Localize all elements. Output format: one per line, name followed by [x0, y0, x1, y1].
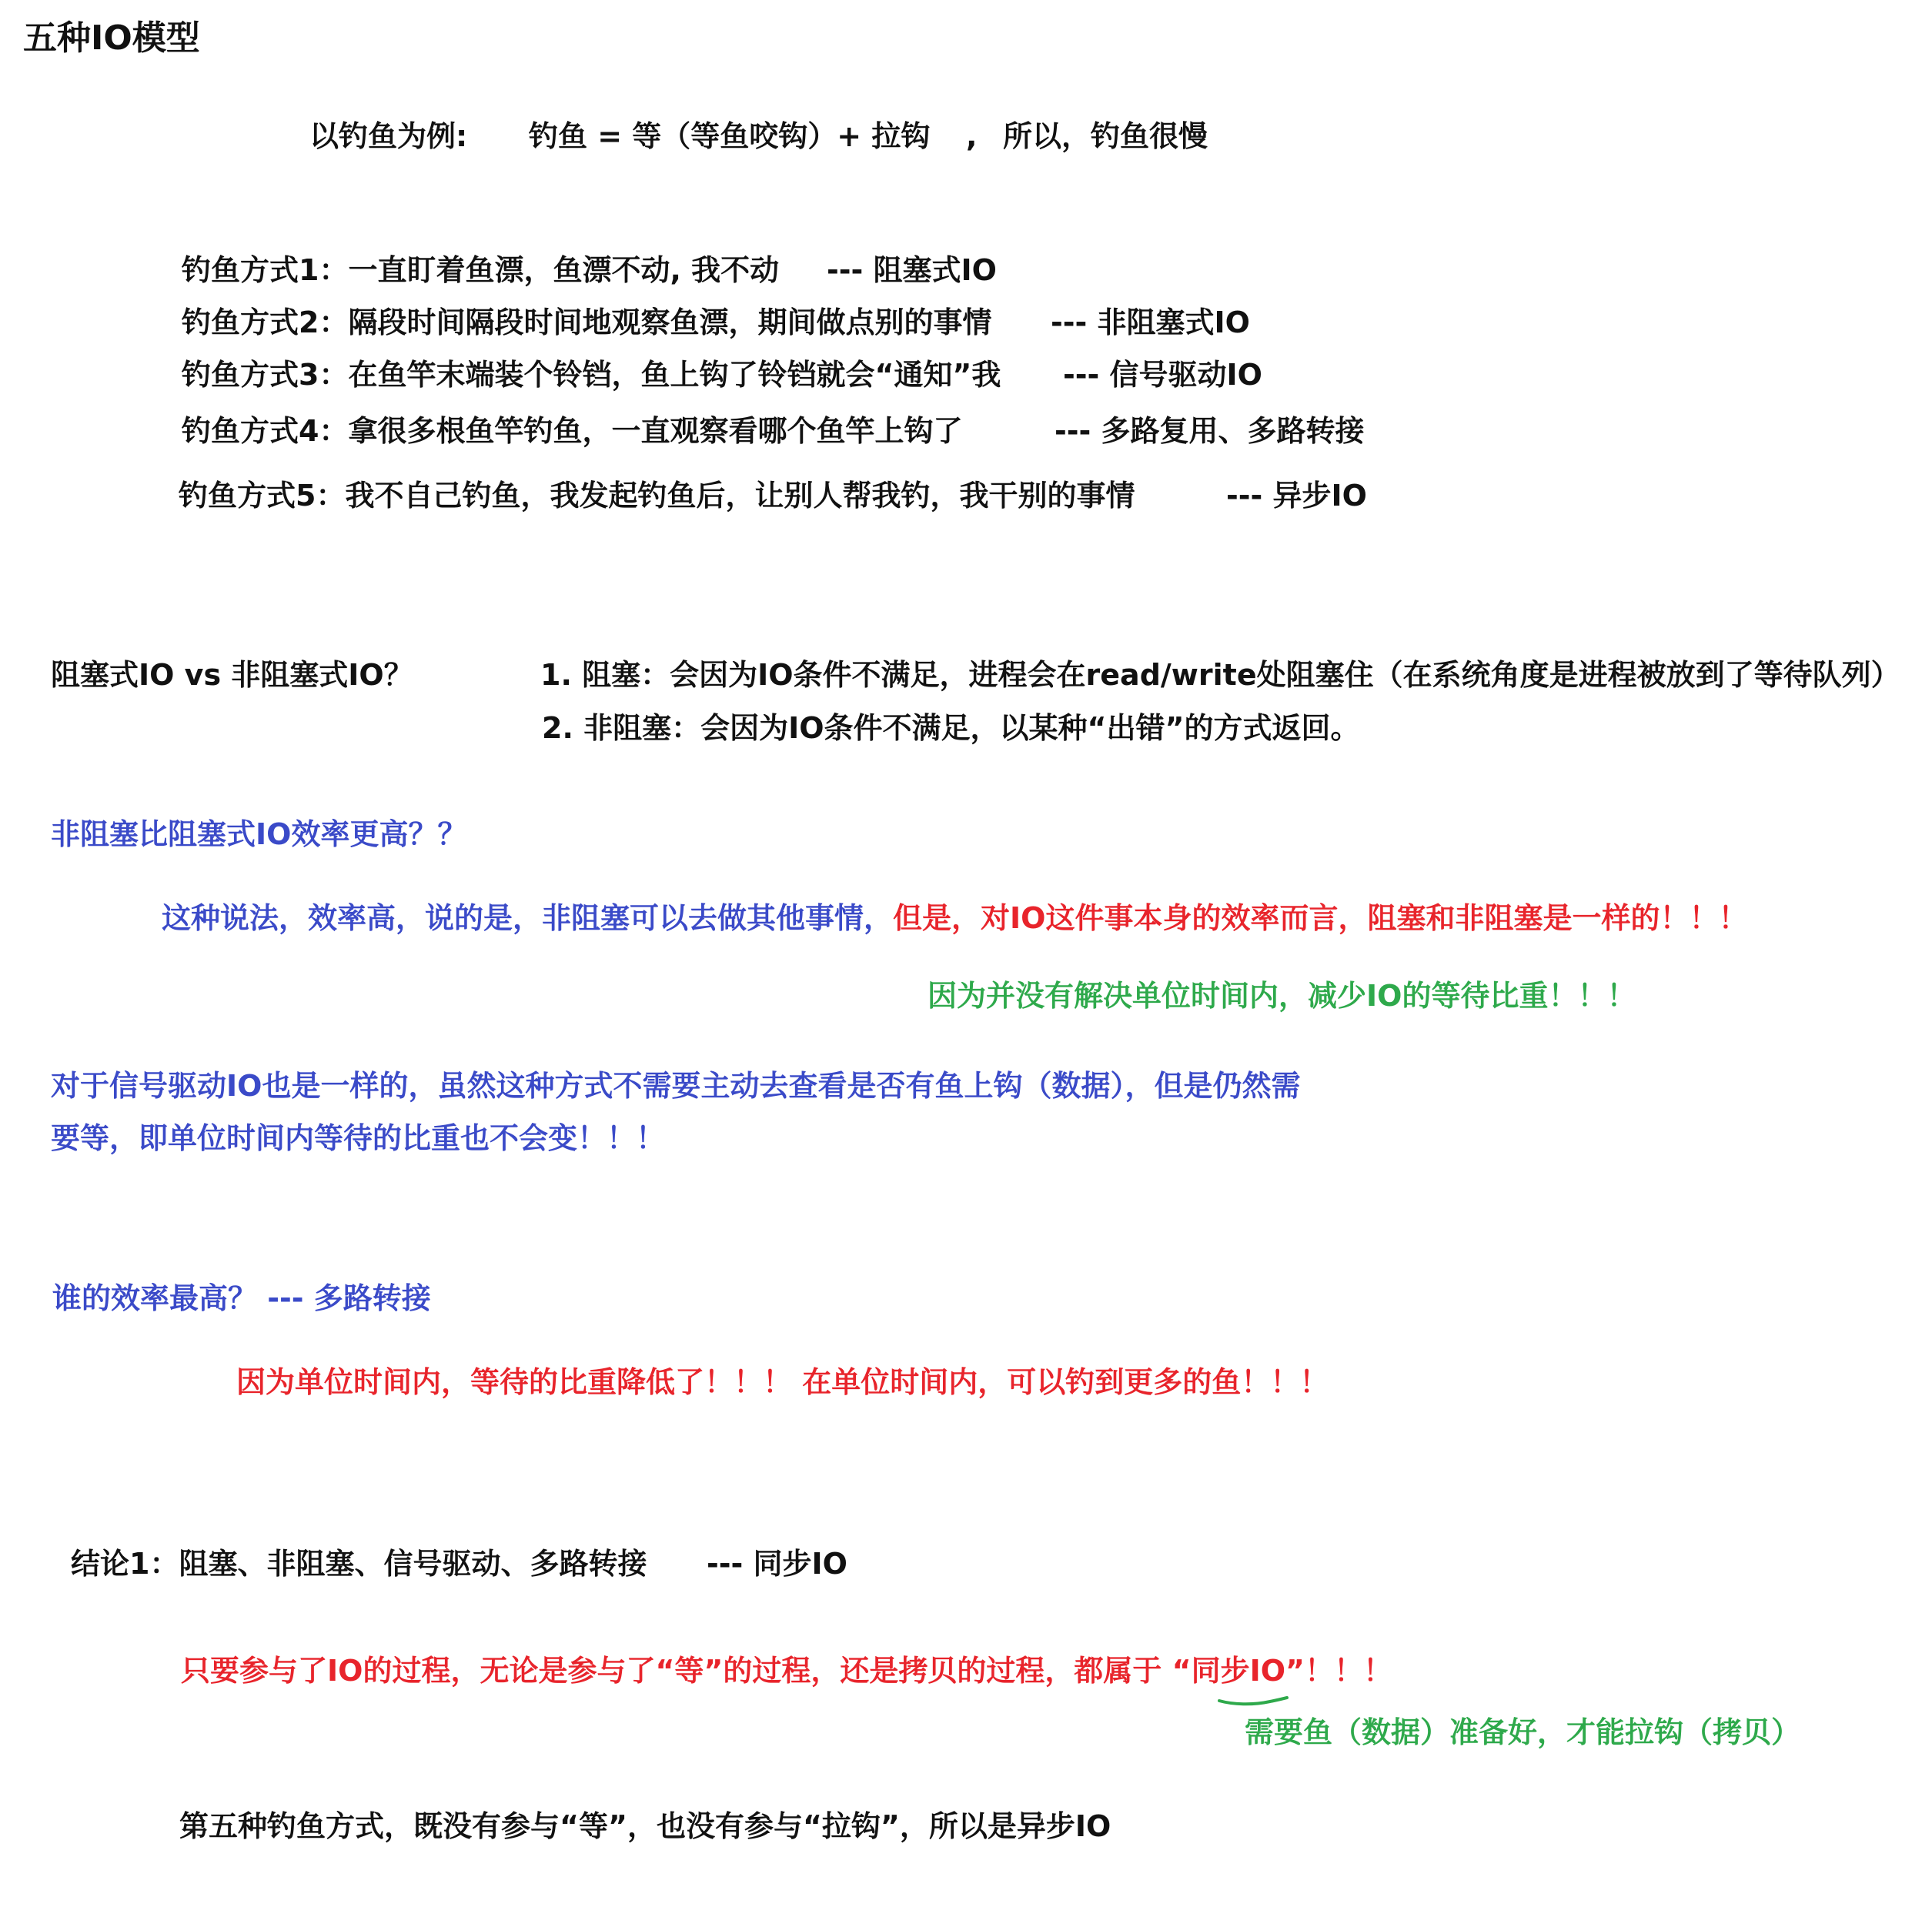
efficiency-explanation-blue: 这种说法，效率高，说的是，非阻塞可以去做其他事情， — [162, 901, 894, 935]
analogy-formula: 钓鱼 = 等（等鱼咬钩）+ 拉钩 — [529, 119, 931, 153]
method-1-text: 钓鱼方式1：一直盯着鱼漂，鱼漂不动, 我不动 — [182, 253, 780, 287]
analogy-label: 以钓鱼为例: — [309, 119, 468, 153]
method-3-tag: --- 信号驱动IO — [1063, 358, 1262, 392]
analogy-conclusion: 所以，钓鱼很慢 — [1003, 119, 1208, 153]
method-4-text: 钓鱼方式4：拿很多根鱼竿钓鱼，一直观察看哪个鱼竿上钩了 — [182, 414, 963, 448]
method-5-tag: --- 异步IO — [1226, 479, 1367, 513]
method-3-text: 钓鱼方式3：在鱼竿末端装个铃铛，鱼上钩了铃铛就会“通知”我 — [182, 358, 1001, 392]
synchronous-io-rule: 只要参与了IO的过程，无论是参与了“等”的过程，还是拷贝的过程，都属于 “同步IO”！！！ — [181, 1654, 1393, 1688]
best-efficiency-question: 谁的效率最高？ --- 多路转接 — [52, 1281, 431, 1315]
efficiency-explanation-red: 但是，对IO这件事本身的效率而言，阻塞和非阻塞是一样的！！！ — [893, 901, 1748, 935]
method-2-text: 钓鱼方式2：隔段时间隔段时间地观察鱼漂，期间做点别的事情 — [182, 306, 992, 339]
synchronous-io-note: 需要鱼（数据）准备好，才能拉钩（拷贝） — [1245, 1715, 1801, 1749]
conclusion-1-label: 结论1：阻塞、非阻塞、信号驱动、多路转接 — [71, 1547, 647, 1581]
efficiency-reason: 因为并没有解决单位时间内，减少IO的等待比重！！！ — [928, 979, 1636, 1013]
comparison-question: 阻塞式IO vs 非阻塞式IO？ — [51, 658, 413, 692]
handwritten-underline — [1218, 1696, 1289, 1707]
analogy-separator: , — [966, 119, 978, 153]
signal-driven-note-line-1: 对于信号驱动IO也是一样的，虽然这种方式不需要主动去查看是否有鱼上钩（数据），但是仍然需 — [51, 1069, 1301, 1103]
method-5-text: 钓鱼方式5：我不自己钓鱼，我发起钓鱼后，让别人帮我钓，我干别的事情 — [179, 479, 1135, 513]
method-2-tag: --- 非阻塞式IO — [1051, 306, 1250, 339]
page-title: 五种IO模型 — [23, 18, 200, 58]
conclusion-1-tag: --- 同步IO — [707, 1547, 847, 1581]
asynchronous-io-conclusion: 第五种钓鱼方式，既没有参与“等”，也没有参与“拉钩”，所以是异步IO — [179, 1809, 1111, 1843]
method-4-tag: --- 多路复用、多路转接 — [1055, 414, 1365, 448]
comparison-point-2: 2. 非阻塞：会因为IO条件不满足，以某种“出错”的方式返回。 — [542, 711, 1360, 745]
efficiency-question: 非阻塞比阻塞式IO效率更高？？ — [51, 817, 467, 851]
efficiency-explanation — [162, 903, 1747, 933]
method-1-tag: --- 阻塞式IO — [827, 253, 997, 287]
signal-driven-note-line-2: 要等，即单位时间内等待的比重也不会变！！！ — [51, 1121, 666, 1155]
comparison-point-1: 1. 阻塞：会因为IO条件不满足，进程会在read/write处阻塞住（在系统角度是进程被放到了等待队列） — [540, 658, 1900, 692]
best-efficiency-reason: 因为单位时间内，等待的比重降低了！！！ 在单位时间内，可以钓到更多的鱼！！！ — [236, 1365, 1329, 1399]
